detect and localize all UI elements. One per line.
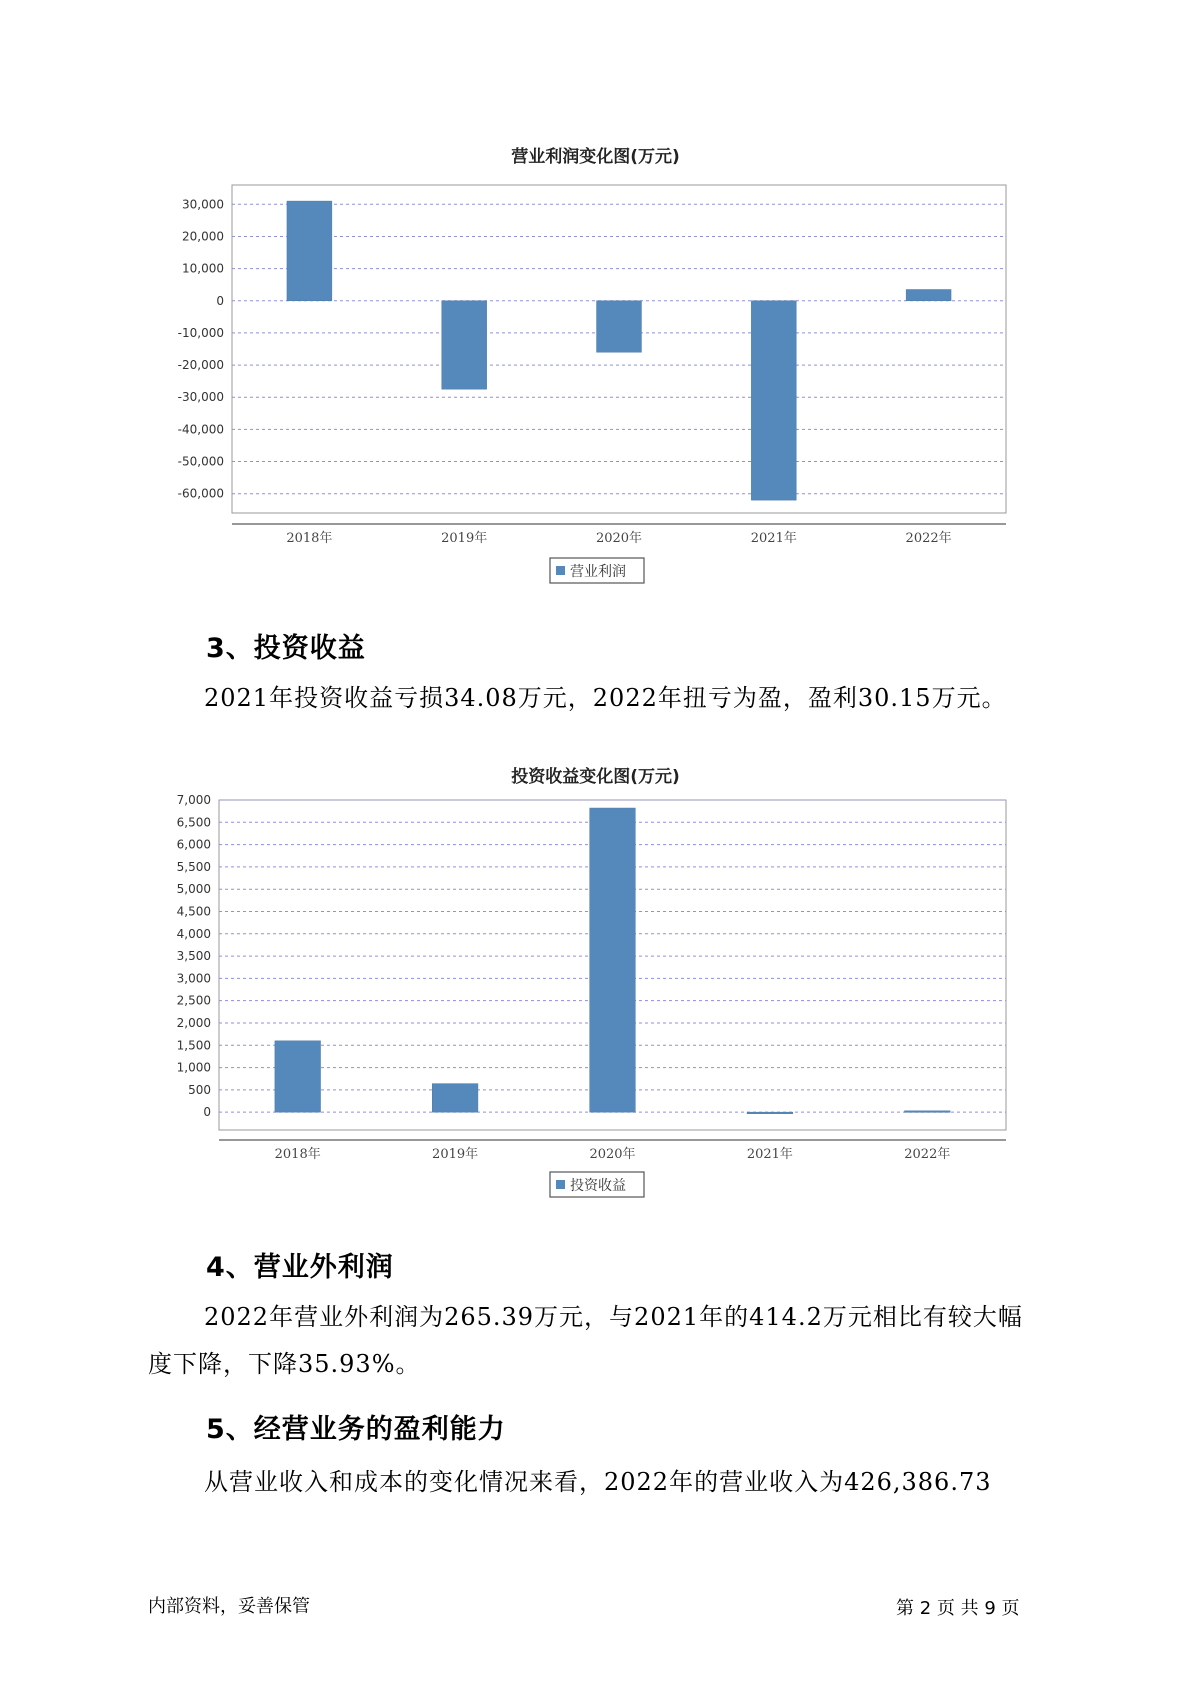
- chart2-bar-2020年: [590, 808, 636, 1112]
- section4-text-line2: 度下降，下降35.93%。: [148, 1350, 421, 1378]
- chart2-ytick-label: 6,000: [176, 837, 211, 852]
- chart2-ytick-label: 1,000: [176, 1060, 211, 1075]
- section4-heading: 4、营业外利润: [206, 1252, 394, 1283]
- chart1-title: 营业利润变化图(万元): [511, 147, 680, 167]
- chart1-ytick-label: -60,000: [177, 486, 224, 501]
- chart1-xtick-label: 2020年: [595, 531, 643, 546]
- chart1-xtick-label: 2018年: [286, 531, 333, 546]
- chart1-ytick-label: -50,000: [177, 454, 224, 469]
- chart2-ytick-label: 5,500: [176, 859, 211, 874]
- chart2-ytick-label: 7,000: [176, 793, 211, 807]
- chart1-ytick-label: -20,000: [177, 358, 224, 373]
- footer-confidential: 内部资料，妥善保管: [148, 1596, 310, 1617]
- chart1-bar-2019年: [442, 301, 487, 389]
- section4-text-line1: 2022年营业外利润为265.39万元，与2021年的414.2万元相比有较大幅: [204, 1303, 1023, 1331]
- chart1-ytick-label: 10,000: [182, 261, 224, 276]
- chart1-bar-2021年: [751, 301, 796, 500]
- chart2-ytick-label: 2,000: [176, 1015, 211, 1030]
- chart2-xtick-label: 2022年: [904, 1147, 951, 1162]
- chart1-ytick-label: 0: [216, 293, 224, 308]
- chart1-ytick-label: -30,000: [177, 390, 224, 405]
- chart2-ytick-label: 3,500: [176, 949, 211, 964]
- chart2-legend: [550, 1172, 644, 1197]
- chart2-ytick-label: 3,000: [176, 971, 211, 986]
- chart2-xtick-label: 2018年: [274, 1147, 321, 1162]
- chart2-xtick-label: 2020年: [589, 1147, 636, 1162]
- chart2-legend-swatch: [556, 1180, 565, 1189]
- chart2-bar-2019年: [432, 1084, 478, 1113]
- chart1-ytick-label: -40,000: [177, 422, 224, 437]
- section5-heading: 5、经营业务的盈利能力: [206, 1414, 506, 1445]
- chart1-bar-2020年: [597, 301, 642, 352]
- chart1-xtick-label: 2021年: [750, 531, 797, 546]
- chart1-legend-label: 营业利润: [570, 564, 626, 580]
- chart1-legend-swatch: [556, 566, 565, 575]
- chart2-xtick-label: 2019年: [432, 1147, 479, 1162]
- section3-text: 2021年投资收益亏损34.08万元，2022年扭亏为盈，盈利30.15万元。: [204, 684, 1007, 712]
- chart1-legend: [550, 558, 644, 583]
- chart1-ytick-label: 20,000: [182, 229, 224, 244]
- chart1-bar-2022年: [906, 290, 951, 301]
- section5-text: 从营业收入和成本的变化情况来看，2022年的营业收入为426,386.73: [204, 1468, 992, 1496]
- chart2-bar-2018年: [275, 1041, 321, 1112]
- footer-page-number: 第 2 页 共 9 页: [896, 1598, 1020, 1619]
- chart2-ytick-label: 500: [188, 1082, 211, 1097]
- chart2-ytick-label: 4,000: [176, 926, 211, 941]
- chart2-ytick-label: 6,500: [176, 815, 211, 830]
- chart2-ytick-label: 5,000: [176, 882, 211, 897]
- chart2-ytick-label: 2,500: [176, 993, 211, 1008]
- chart2-xtick-label: 2021年: [746, 1147, 793, 1162]
- chart1-ytick-label: -10,000: [177, 325, 224, 340]
- chart1-xtick-label: 2022年: [905, 531, 952, 546]
- chart1-ytick-label: 30,000: [182, 197, 224, 212]
- section3-heading: 3、投资收益: [206, 633, 366, 664]
- investment-income-chart: [0, 793, 1191, 1220]
- chart2-ytick-label: 0: [203, 1105, 211, 1120]
- chart2-bar-2021年: [747, 1112, 793, 1114]
- chart1-bar-2018年: [287, 201, 332, 301]
- operating-profit-chart: [0, 180, 1191, 630]
- chart2-ytick-label: 1,500: [176, 1038, 211, 1053]
- chart2-legend-label: 投资收益: [570, 1178, 626, 1194]
- chart2-ytick-label: 4,500: [176, 904, 211, 919]
- chart2-bar-2022年: [904, 1111, 950, 1113]
- chart2-title: 投资收益变化图(万元): [511, 767, 680, 787]
- chart1-xtick-label: 2019年: [441, 531, 488, 546]
